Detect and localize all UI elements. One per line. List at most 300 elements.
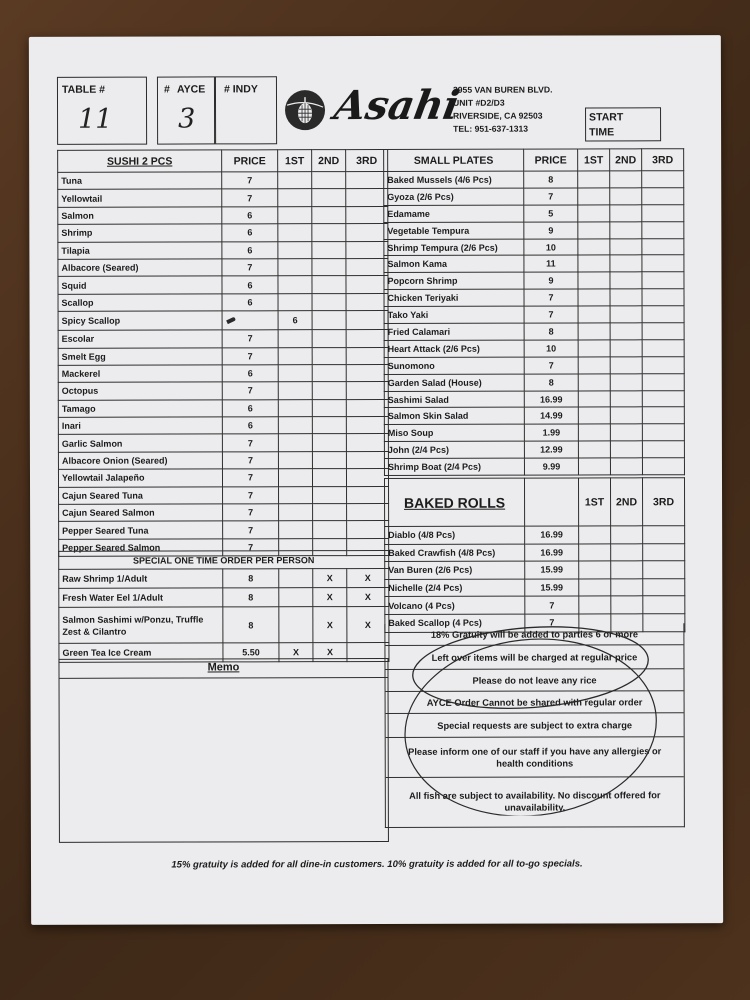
third-round-qty[interactable] (346, 276, 388, 294)
baked-rolls-table (384, 477, 685, 632)
second-round-qty[interactable] (312, 417, 346, 434)
third-round-qty[interactable] (642, 238, 684, 255)
small-plate-name: Heart Attack (2/6 Pcs) (384, 340, 524, 357)
second-round-qty[interactable] (312, 382, 346, 399)
second-round-qty[interactable] (611, 543, 643, 561)
baked-roll-row (385, 526, 685, 544)
third-round-qty[interactable] (346, 206, 388, 224)
sushi-item-price: 7 (222, 452, 278, 470)
third-round-qty[interactable] (643, 526, 685, 544)
baked-roll-row (385, 543, 685, 561)
third-round-qty[interactable] (347, 521, 389, 539)
sushi-item-price: 6 (222, 276, 278, 294)
third-round-qty[interactable] (642, 221, 684, 238)
logo-wordmark: Asahi (330, 81, 463, 130)
sushi-item-name: Salmon (58, 207, 222, 225)
special-row (59, 587, 389, 607)
first-round-qty[interactable] (578, 205, 610, 222)
first-round-qty[interactable] (278, 276, 312, 293)
first-round-qty[interactable] (278, 417, 312, 434)
sushi-item-price: 6 (222, 293, 278, 311)
baked-roll-price: 7 (525, 614, 579, 632)
first-round-header: 1ST (278, 150, 312, 172)
first-round-qty[interactable] (578, 272, 610, 289)
small-plate-price: 8 (524, 171, 578, 188)
first-round-qty[interactable] (578, 171, 610, 188)
second-round-qty[interactable] (313, 504, 347, 521)
memo-divider (60, 677, 388, 679)
table-number-value: 11 (78, 103, 113, 135)
first-round-qty[interactable] (278, 259, 312, 276)
third-round-qty[interactable] (642, 323, 684, 340)
first-round-qty[interactable] (578, 222, 610, 239)
baked-roll-row (385, 561, 685, 579)
third-round-qty[interactable] (347, 503, 389, 521)
second-round-qty[interactable] (610, 357, 642, 374)
third-round-qty[interactable] (642, 458, 684, 475)
first-round-qty[interactable] (578, 357, 610, 374)
first-round-qty[interactable] (278, 434, 312, 451)
first-round-qty[interactable] (278, 172, 312, 189)
first-round-qty[interactable] (578, 323, 610, 340)
sushi-row (58, 382, 388, 400)
sushi-item-price: 6 (278, 311, 312, 330)
sushi-item-name: Albacore Onion (Seared) (58, 452, 222, 470)
small-plate-row (384, 323, 684, 341)
special-item-price: 8 (223, 607, 279, 643)
small-plate-row (384, 188, 684, 206)
second-round-qty[interactable] (312, 399, 346, 416)
small-plates-header-row (384, 149, 684, 172)
sushi-item-name: Pepper Seared Tuna (59, 521, 223, 539)
first-round-qty[interactable] (278, 347, 312, 364)
address-line-2: UNIT #D2/D3 (452, 97, 505, 108)
start-time-label-1: START (589, 111, 624, 124)
first-round-mark[interactable] (279, 569, 313, 588)
first-round-qty[interactable] (578, 390, 610, 407)
sushi-item-price: 6 (222, 365, 278, 383)
third-round-qty[interactable] (346, 347, 388, 365)
small-plate-name: Tako Yaki (384, 306, 524, 323)
second-round-qty[interactable] (610, 424, 642, 441)
second-round-qty[interactable] (610, 289, 642, 306)
sushi-item-price: 7 (222, 330, 278, 348)
sushi-item-name: Escolar (58, 330, 222, 348)
first-round-qty[interactable] (278, 189, 312, 206)
third-round-qty[interactable] (643, 596, 685, 614)
first-round-qty[interactable] (579, 579, 611, 597)
special-row (59, 568, 389, 588)
second-round-qty[interactable] (610, 205, 642, 222)
note-leftovers: Left over items will be charged at regular price (385, 645, 683, 670)
baked-roll-name: Baked Crawfish (4/8 Pcs) (385, 544, 525, 562)
first-round-qty[interactable] (578, 458, 610, 475)
third-round-qty[interactable] (642, 289, 684, 306)
special-title: SPECIAL ONE TIME ORDER PER PERSON (59, 550, 389, 569)
first-round-qty[interactable] (578, 340, 610, 357)
gratuity-footer: 15% gratuity is added for all dine-in customers. 10% gratuity is added for all to-go specials. (171, 858, 583, 871)
baked-roll-price: 15.99 (525, 561, 579, 579)
address-line-3: RIVERSIDE, CA 92503 (453, 110, 543, 121)
sushi-item-name: Pepper Seared Salmon (59, 539, 223, 557)
second-round-qty[interactable] (312, 276, 346, 293)
first-round-qty[interactable] (578, 289, 610, 306)
small-first-header: 1ST (578, 149, 610, 171)
second-round-qty[interactable] (312, 206, 346, 223)
restaurant-address (453, 83, 573, 135)
second-round-qty[interactable] (312, 259, 346, 276)
third-round-qty[interactable] (642, 255, 684, 272)
first-round-qty[interactable] (578, 238, 610, 255)
first-round-qty[interactable] (278, 365, 312, 382)
third-round-qty[interactable] (642, 407, 684, 424)
sushi-item-name: Cajun Seared Salmon (59, 504, 223, 522)
second-round-qty[interactable] (312, 189, 346, 206)
special-item-price: 5.50 (223, 643, 279, 662)
small-plate-name: Gyoza (2/6 Pcs) (384, 188, 524, 205)
table-number-box[interactable] (57, 77, 147, 145)
third-round-qty[interactable] (346, 364, 388, 382)
sushi-item-price: 7 (222, 434, 278, 452)
sushi-item-name: Yellowtail (58, 189, 222, 207)
sushi-row (58, 330, 388, 348)
first-round-qty[interactable] (578, 374, 610, 391)
special-item-price: 8 (223, 569, 279, 588)
small-plate-row (384, 238, 684, 256)
second-round-qty[interactable] (312, 330, 346, 347)
special-item-price: 8 (223, 588, 279, 607)
sushi-row (58, 258, 388, 276)
small-plate-name: Baked Mussels (4/6 Pcs) (384, 171, 524, 188)
small-plate-row (384, 373, 684, 391)
sushi-item-name: Spicy Scallop (58, 311, 222, 330)
small-plate-row (384, 407, 684, 425)
sushi-item-name: Albacore (Seared) (58, 259, 222, 277)
special-item-name: Green Tea Ice Cream (59, 643, 223, 662)
sushi-row (58, 434, 388, 452)
third-round-qty[interactable] (346, 451, 388, 469)
third-round-qty[interactable] (642, 356, 684, 373)
small-plate-price: 9 (524, 222, 578, 239)
third-round-qty[interactable] (643, 561, 685, 579)
special-title-row (59, 550, 389, 569)
small-plate-price: 11 (524, 255, 578, 272)
second-round-mark[interactable]: X (313, 588, 347, 607)
small-plate-price: 10 (524, 340, 578, 357)
first-round-qty[interactable] (279, 521, 313, 538)
first-round-mark[interactable]: X (279, 643, 313, 662)
second-round-qty[interactable] (312, 172, 346, 189)
small-plate-name: Garden Salad (House) (384, 374, 524, 391)
small-plate-row (384, 441, 684, 459)
third-round-qty[interactable] (346, 330, 388, 348)
sushi-item-name: Tamago (58, 400, 222, 418)
second-round-qty[interactable] (312, 451, 346, 468)
second-round-qty[interactable] (610, 188, 642, 205)
second-round-qty[interactable] (610, 171, 642, 188)
second-round-qty[interactable] (610, 306, 642, 323)
sushi-row (59, 521, 389, 539)
third-round-header: 3RD (346, 149, 388, 171)
first-round-mark[interactable] (279, 607, 313, 643)
small-second-header: 2ND (610, 149, 642, 171)
baked-first-header: 1ST (578, 478, 610, 526)
first-round-qty[interactable] (278, 399, 312, 416)
sushi-item-price: 7 (222, 189, 278, 207)
small-plate-price: 16.99 (524, 391, 578, 408)
first-round-qty[interactable] (578, 306, 610, 323)
baked-roll-row (385, 596, 685, 614)
second-round-qty[interactable] (610, 340, 642, 357)
first-round-qty[interactable] (578, 424, 610, 441)
second-round-qty[interactable] (312, 293, 346, 310)
first-round-mark[interactable] (279, 588, 313, 607)
sushi-item-name: Octopus (58, 382, 222, 400)
third-round-qty[interactable] (642, 340, 684, 357)
second-round-qty[interactable] (610, 441, 642, 458)
sushi-item-price: 7 (222, 259, 278, 277)
small-plate-row (384, 356, 684, 374)
address-phone: TEL: 951-637-1313 (453, 123, 529, 134)
sushi-row (58, 347, 388, 365)
baked-roll-name: Volcano (4 Pcs) (385, 596, 525, 614)
second-round-mark[interactable]: X (313, 607, 347, 643)
small-plate-price: 5 (524, 205, 578, 222)
first-round-qty[interactable] (579, 596, 611, 614)
first-round-qty[interactable] (578, 441, 610, 458)
special-row (59, 606, 389, 643)
sushi-item-name: Cajun Seared Tuna (59, 487, 223, 505)
third-round-qty[interactable] (643, 578, 685, 596)
first-round-qty[interactable] (278, 452, 312, 469)
sushi-row (58, 364, 388, 382)
small-plate-name: Fried Calamari (384, 323, 524, 340)
second-round-qty[interactable] (611, 526, 643, 544)
small-plate-price: 12.99 (524, 441, 578, 458)
third-round-mark[interactable]: X (347, 568, 389, 587)
third-round-qty[interactable] (346, 469, 388, 487)
sushi-item-name: Inari (58, 417, 222, 435)
sushi-row (59, 503, 389, 521)
small-plate-row (384, 458, 684, 476)
small-third-header: 3RD (642, 149, 684, 171)
note-special-requests: Special requests are subject to extra charge (386, 713, 684, 738)
small-plate-price: 7 (524, 289, 578, 306)
small-plate-price: 9 (524, 272, 578, 289)
note-fish-availability: All fish are subject to availability. No discount offered for unavailability. (409, 790, 661, 813)
small-plate-name: Chicken Teriyaki (384, 289, 524, 306)
third-round-qty[interactable] (346, 224, 388, 242)
first-round-qty[interactable] (312, 311, 346, 330)
price-header: PRICE (222, 150, 278, 172)
small-plate-row (384, 306, 684, 324)
small-plate-name: Popcorn Shrimp (384, 272, 524, 289)
small-plate-price: 1.99 (524, 424, 578, 441)
first-round-qty[interactable] (578, 255, 610, 272)
third-round-qty[interactable] (346, 189, 388, 207)
small-plate-name: Edamame (384, 205, 524, 222)
second-round-qty[interactable] (312, 364, 346, 381)
second-round-qty[interactable] (610, 255, 642, 272)
second-round-qty[interactable] (346, 311, 388, 330)
second-round-qty[interactable] (312, 434, 346, 451)
sushi-item-name: Yellowtail Jalapeño (58, 469, 222, 487)
second-round-qty[interactable] (611, 579, 643, 597)
sushi-item-price: 7 (223, 521, 279, 539)
first-round-qty[interactable] (278, 330, 312, 347)
second-round-qty[interactable] (610, 373, 642, 390)
third-round-qty[interactable] (346, 382, 388, 400)
memo-box[interactable] (58, 658, 388, 843)
first-round-qty[interactable] (278, 293, 312, 310)
sushi-item-name: Garlic Salmon (58, 434, 222, 452)
sushi-row (58, 451, 388, 469)
ayce-count-value: 3 (178, 103, 196, 135)
third-round-qty[interactable] (346, 417, 388, 435)
small-plate-row (384, 221, 684, 239)
sushi-item-name: Smelt Egg (58, 347, 222, 365)
sushi-row (59, 486, 389, 504)
pen-circles (380, 615, 681, 816)
small-plate-row (384, 289, 684, 307)
first-round-qty[interactable] (278, 224, 312, 241)
ayce-count-box[interactable] (157, 76, 215, 144)
second-round-qty[interactable] (610, 390, 642, 407)
address-line-1: 2955 VAN BUREN BLVD. (452, 84, 553, 95)
sushi-row (58, 417, 388, 435)
second-round-qty[interactable] (313, 521, 347, 538)
third-round-qty[interactable] (642, 272, 684, 289)
third-round-qty[interactable] (346, 171, 388, 189)
second-round-qty[interactable] (610, 238, 642, 255)
sushi-row (58, 311, 388, 331)
note-gratuity-parties: 18% Gratuity will be added to parties 6 or more (385, 623, 683, 646)
sushi-item-name: Scallop (58, 294, 222, 312)
first-round-qty[interactable] (579, 561, 611, 579)
second-round-qty[interactable] (312, 224, 346, 241)
first-round-qty[interactable] (578, 407, 610, 424)
baked-roll-price: 16.99 (525, 526, 579, 544)
first-round-qty[interactable] (278, 241, 312, 258)
first-round-qty[interactable] (279, 486, 313, 503)
small-plate-price: 14.99 (524, 407, 578, 424)
small-plate-row (384, 272, 684, 290)
sushi-row (58, 206, 388, 224)
sushi-row (58, 293, 388, 311)
baked-roll-name: Diablo (4/8 Pcs) (385, 526, 525, 544)
small-plate-name: Sashimi Salad (384, 391, 524, 408)
small-plate-row (384, 390, 684, 408)
sushi-item-name: Squid (58, 276, 222, 294)
second-round-qty[interactable] (312, 241, 346, 258)
sushi-row (58, 469, 388, 487)
special-item-name: Fresh Water Eel 1/Adult (59, 588, 223, 607)
start-time-label-2: TIME (589, 126, 615, 139)
first-round-qty[interactable] (279, 504, 313, 521)
third-round-qty[interactable] (642, 306, 684, 323)
indy-count-box[interactable] (215, 76, 277, 144)
sushi-header-row (58, 149, 388, 172)
note-rice: Please do not leave any rice (385, 669, 683, 692)
chili-pepper-icon (226, 317, 236, 324)
third-round-qty[interactable] (346, 258, 388, 276)
second-round-qty[interactable] (313, 486, 347, 503)
small-plate-name: Salmon Skin Salad (384, 408, 524, 425)
small-plates-table (383, 148, 685, 476)
start-time-box[interactable] (585, 107, 661, 141)
first-round-qty[interactable] (278, 206, 312, 223)
second-round-qty[interactable] (610, 323, 642, 340)
first-round-qty[interactable] (579, 543, 611, 561)
second-round-qty[interactable] (610, 221, 642, 238)
third-round-qty[interactable] (642, 390, 684, 407)
third-round-qty[interactable] (346, 399, 388, 417)
baked-roll-name: Nichelle (2/4 Pcs) (385, 579, 525, 597)
third-round-qty[interactable] (642, 373, 684, 390)
third-round-qty[interactable] (346, 241, 388, 259)
second-round-qty[interactable] (611, 561, 643, 579)
first-round-qty[interactable] (278, 382, 312, 399)
second-round-qty[interactable] (610, 272, 642, 289)
second-round-qty[interactable] (312, 347, 346, 364)
second-round-mark[interactable]: X (313, 569, 347, 588)
third-round-qty[interactable] (642, 204, 684, 221)
sushi-row (58, 171, 388, 189)
baked-roll-price: 16.99 (525, 544, 579, 562)
third-round-qty[interactable] (642, 424, 684, 441)
small-plate-price: 8 (524, 374, 578, 391)
small-plate-price: 8 (524, 323, 578, 340)
third-round-mark[interactable]: X (347, 587, 389, 606)
third-round-qty[interactable] (346, 434, 388, 452)
third-round-mark[interactable]: X (347, 606, 389, 642)
second-round-qty[interactable] (610, 407, 642, 424)
baked-roll-row (385, 578, 685, 596)
second-round-qty[interactable] (611, 596, 643, 614)
small-plates-title: SMALL PLATES (384, 149, 524, 171)
note-allergies: Please inform one of our staff if you have any allergies or health conditions (386, 737, 684, 778)
first-round-qty[interactable] (579, 526, 611, 544)
third-round-qty[interactable] (643, 543, 685, 561)
second-round-qty[interactable] (610, 458, 642, 475)
sushi-title: SUSHI 2 PCS (58, 150, 222, 172)
small-plate-name: Vegetable Tempura (384, 222, 524, 239)
sushi-item-price: 7 (222, 172, 278, 190)
sushi-item-name: Mackerel (58, 365, 222, 383)
table-number-label: TABLE # (61, 83, 105, 96)
third-round-qty[interactable] (347, 486, 389, 504)
baked-rolls-title: BAKED ROLLS (384, 478, 524, 526)
baked-rolls-header-row (384, 478, 684, 527)
third-round-qty[interactable] (346, 293, 388, 311)
third-round-qty[interactable] (642, 188, 684, 205)
third-round-qty[interactable] (642, 171, 684, 188)
ayce-hash: # (163, 83, 170, 96)
special-item-name: Salmon Sashimi w/Ponzu, Truffle Zest & Cilantro (59, 607, 223, 643)
sushi-item-price: 6 (222, 399, 278, 417)
first-round-qty[interactable] (278, 469, 312, 486)
sushi-item-price: 7 (222, 382, 278, 400)
special-item-name: Raw Shrimp 1/Adult (59, 569, 223, 588)
ayce-label: AYCE (176, 83, 206, 96)
first-round-qty[interactable] (578, 188, 610, 205)
second-round-mark[interactable]: X (313, 643, 347, 662)
third-round-qty[interactable] (642, 441, 684, 458)
sushi-item-price: 6 (222, 224, 278, 242)
small-plate-row (384, 340, 684, 358)
second-round-qty[interactable] (312, 469, 346, 486)
order-sheet (29, 35, 723, 925)
